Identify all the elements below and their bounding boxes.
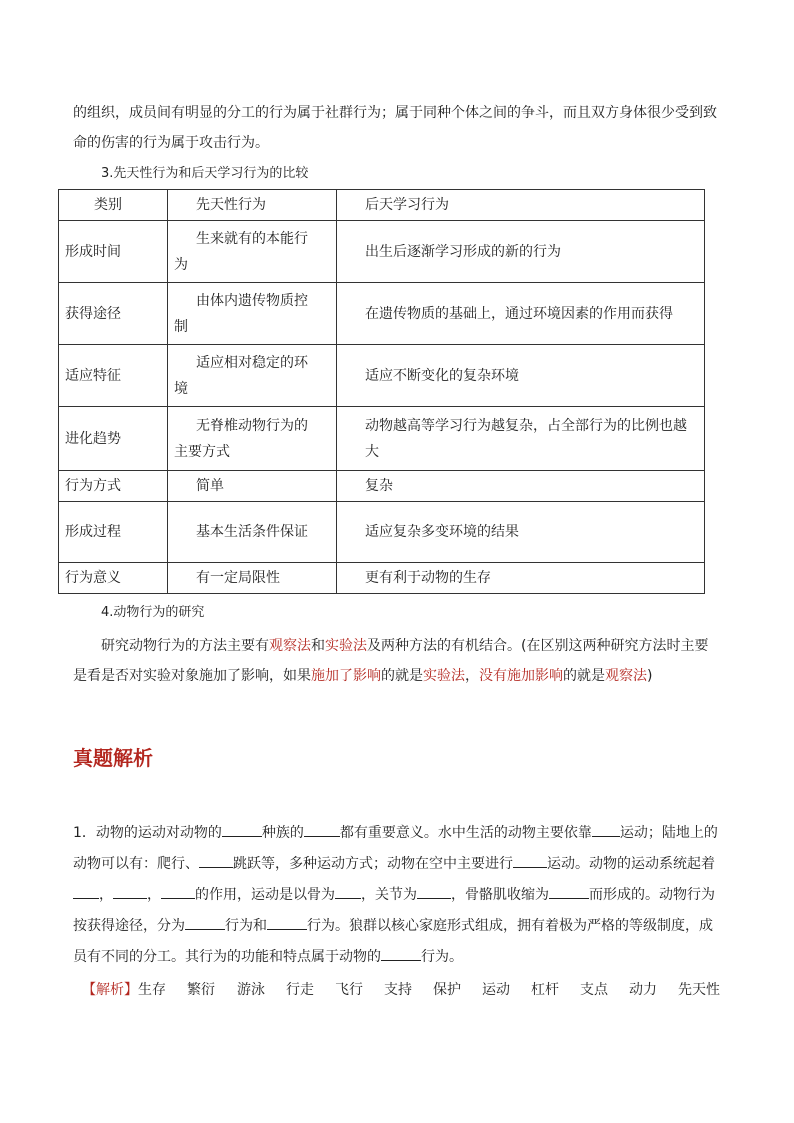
table-cell-category: 行为意义 xyxy=(59,563,168,594)
table-cell-learned: 适应复杂多变环境的结果 xyxy=(337,502,705,563)
table-row xyxy=(59,345,705,407)
answer-item: 生存 xyxy=(138,982,166,998)
blank xyxy=(335,884,361,899)
blank xyxy=(73,884,99,899)
question-line-3: ， ， 的作用，运动是以骨为 ，关节为 ，骨骼肌收缩为 而形成的。动物行为 xyxy=(73,884,715,905)
question-line-1: 1．动物的运动对动物的 种族的 都有重要意义。水中生活的动物主要依靠 运动；陆地上的 xyxy=(73,822,718,843)
table-cell-learned: 在遗传物质的基础上，通过环境因素的作用而获得 xyxy=(337,283,705,345)
answer-item: 飞行 xyxy=(335,982,363,998)
blank xyxy=(199,853,233,868)
answer-item: 先天性 xyxy=(678,982,720,998)
table-cell-innate: 适应相对稳定的环 境 xyxy=(168,345,337,407)
comparison-table xyxy=(58,189,705,594)
blank xyxy=(161,884,195,899)
answer-item: 杠杆 xyxy=(531,982,559,998)
table-row xyxy=(59,283,705,345)
table-cell-learned: 更有利于动物的生存 xyxy=(337,563,705,594)
answer-label: 【解析】 xyxy=(82,982,138,998)
table-cell-innate: 简单 xyxy=(168,471,337,502)
blank xyxy=(549,884,589,899)
table-cell-learned: 出生后逐渐学习形成的新的行为 xyxy=(337,221,705,283)
table-header-innate: 先天性行为 xyxy=(168,190,337,221)
answer-item: 动力 xyxy=(629,982,657,998)
section-4-title: 4.动物行为的研究 xyxy=(101,605,205,620)
table-row xyxy=(59,471,705,502)
answer-item: 运动 xyxy=(482,982,510,998)
intro-line-2: 命的伤害的行为属于攻击行为。 xyxy=(73,135,269,151)
blank xyxy=(185,915,225,930)
answer-item: 游泳 xyxy=(237,982,265,998)
table-row xyxy=(59,407,705,471)
table-cell-category: 获得途径 xyxy=(59,283,168,345)
table-row xyxy=(59,563,705,594)
answer-item: 行走 xyxy=(286,982,314,998)
table-cell-learned: 动物越高等学习行为越复杂，占全部行为的比例也越大 xyxy=(337,407,705,471)
table-cell-category: 进化趋势 xyxy=(59,407,168,471)
section-3-title: 3.先天性行为和后天学习行为的比较 xyxy=(101,166,309,181)
answer-item: 支持 xyxy=(384,982,412,998)
section-heading: 真题解析 xyxy=(73,746,153,770)
section-4-paragraph-line-1: 研究动物行为的方法主要有观察法和实验法及两种方法的有机结合。(在区别这两种研究方法时主要 xyxy=(101,638,709,654)
blank xyxy=(513,853,547,868)
table-cell-innate: 基本生活条件保证 xyxy=(168,502,337,563)
question-line-4: 按获得途径，分为 行为和 行为。狼群以核心家庭形式组成，拥有着极为严格的等级制度，成 xyxy=(73,915,713,936)
blank xyxy=(592,822,620,837)
table-row xyxy=(59,221,705,283)
answer-item: 保护 xyxy=(433,982,461,998)
table-cell-innate: 生来就有的本能行 为 xyxy=(168,221,337,283)
table-cell-learned: 适应不断变化的复杂环境 xyxy=(337,345,705,407)
table-cell-category: 形成时间 xyxy=(59,221,168,283)
blank xyxy=(304,822,340,837)
table-cell-innate: 无脊椎动物行为的 主要方式 xyxy=(168,407,337,471)
table-row xyxy=(59,502,705,563)
table-cell-learned: 复杂 xyxy=(337,471,705,502)
answer-item: 支点 xyxy=(580,982,608,998)
blank xyxy=(113,884,147,899)
table-header-learned: 后天学习行为 xyxy=(337,190,705,221)
blank xyxy=(222,822,262,837)
table-header-category: 类别 xyxy=(59,190,168,221)
table-header-row xyxy=(59,190,705,221)
blank xyxy=(381,946,421,961)
intro-line-1: 的组织，成员间有明显的分工的行为属于社群行为；属于同种个体之间的争斗，而且双方身体很少受到致 xyxy=(73,105,717,121)
table-cell-innate: 由体内遗传物质控 制 xyxy=(168,283,337,345)
section-4-paragraph-line-2: 是看是否对实验对象施加了影响，如果施加了影响的就是实验法，没有施加影响的就是观察法) xyxy=(73,668,653,684)
table-cell-innate: 有一定局限性 xyxy=(168,563,337,594)
table-cell-category: 适应特征 xyxy=(59,345,168,407)
question-line-2: 动物可以有：爬行、 跳跃等，多种运动方式；动物在空中主要进行 运动。动物的运动系统起着 xyxy=(73,853,715,874)
question-line-5: 员有不同的分工。其行为的功能和特点属于动物的 行为。 xyxy=(73,946,463,967)
blank xyxy=(267,915,307,930)
table-cell-category: 行为方式 xyxy=(59,471,168,502)
answer-item: 繁衍 xyxy=(187,982,215,998)
blank xyxy=(417,884,451,899)
table-cell-category: 形成过程 xyxy=(59,502,168,563)
